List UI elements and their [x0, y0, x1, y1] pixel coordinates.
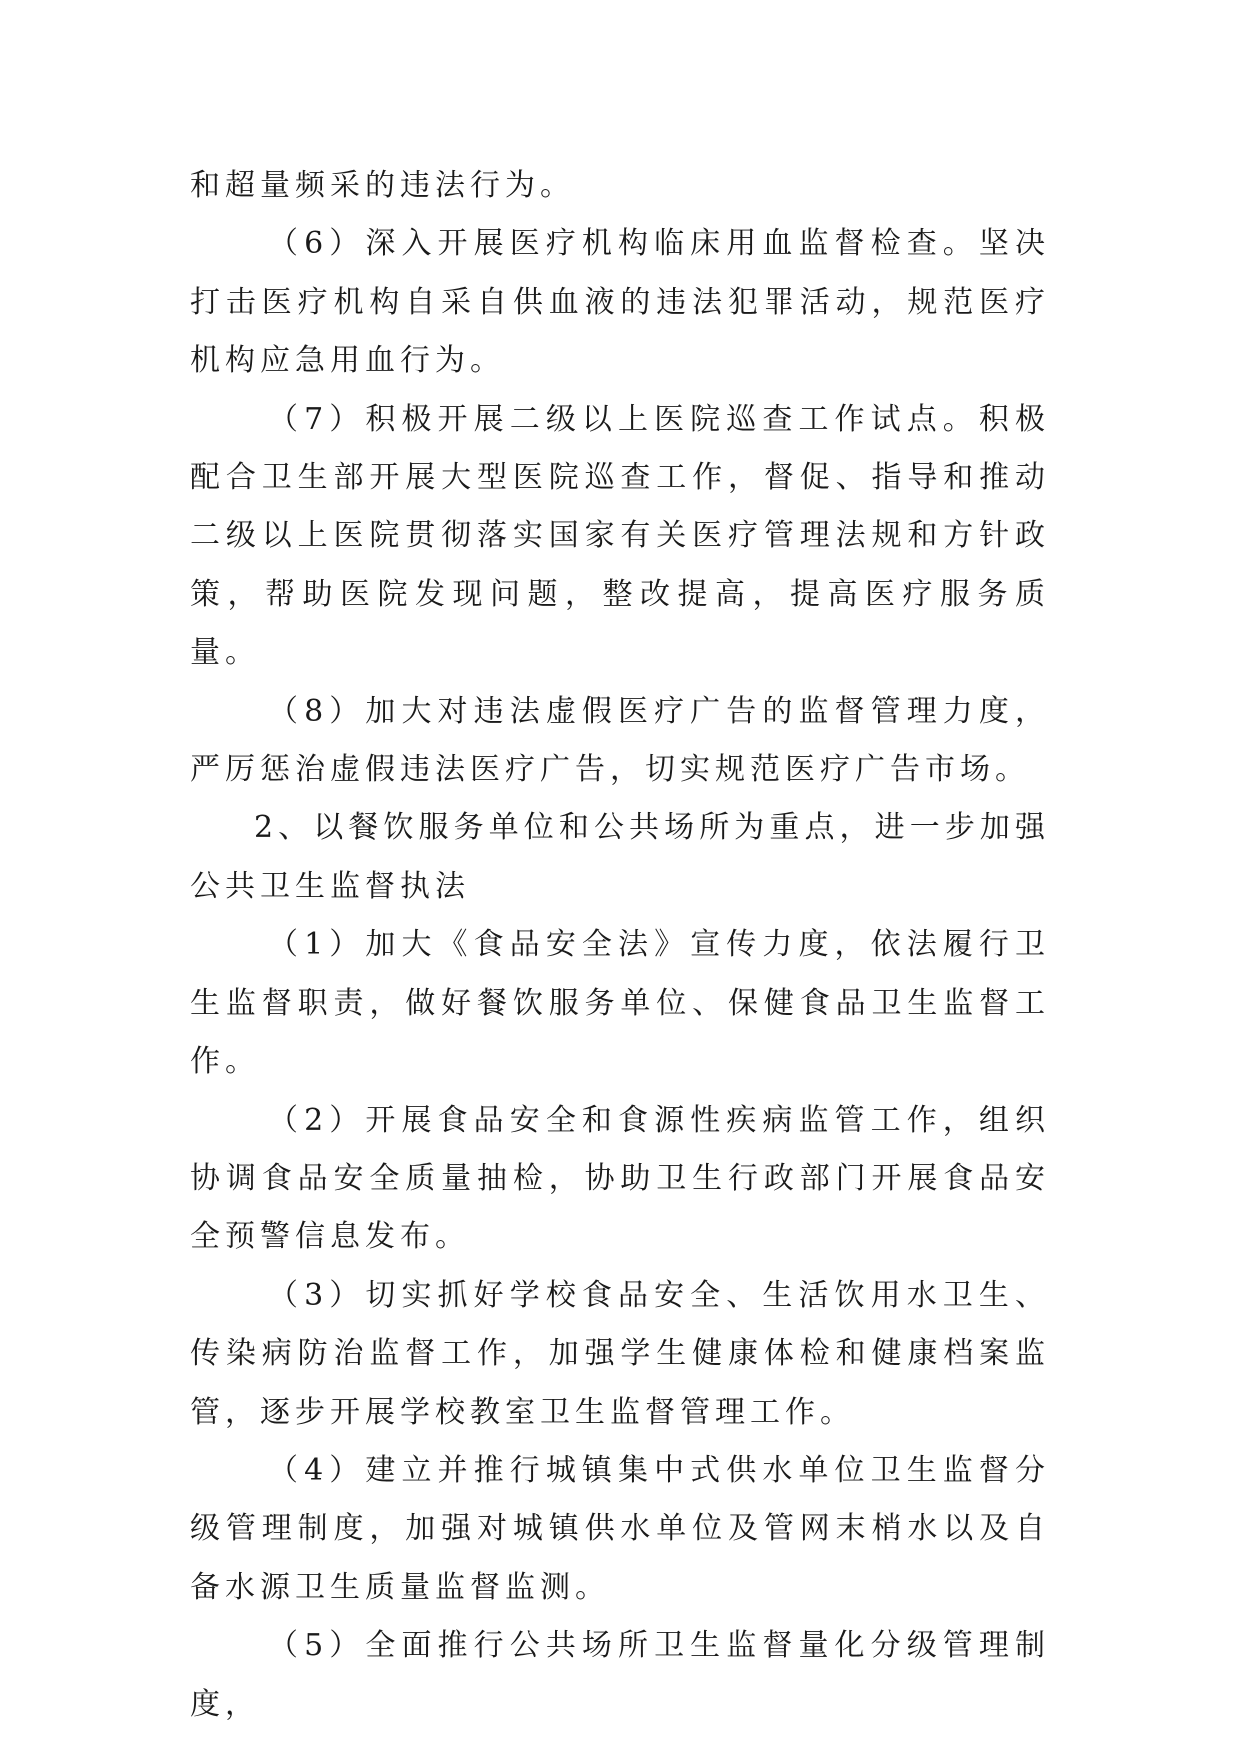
- paragraph-item-6: （6）深入开展医疗机构临床用血监督检查。坚决打击医疗机构自采自供血液的违法犯罪活动，规范医疗机构应急用血行为。: [190, 226, 1050, 379]
- paragraph-item-2: （2）开展食品安全和食源性疾病监管工作，组织协调食品安全质量抽检，协助卫生行政部门开展食品安全预警信息发布。: [190, 1102, 1050, 1255]
- paragraph-item-7: （7）积极开展二级以上医院巡查工作试点。积极配合卫生部开展大型医院巡查工作，督促、指导和推动二级以上医院贯彻落实国家有关医疗管理法规和方针政策，帮助医院发现问题，整改提高，提高医疗服务质量。: [190, 401, 1050, 671]
- paragraph-item-8: （8）加大对违法虚假医疗广告的监督管理力度，严厉惩治虚假违法医疗广告，切实规范医疗广告市场。: [190, 693, 1050, 788]
- paragraph-item-1: （1）加大《食品安全法》宣传力度，依法履行卫生监督职责，做好餐饮服务单位、保健食品卫生监督工作。: [190, 927, 1050, 1080]
- paragraph-item-4: （4）建立并推行城镇集中式供水单位卫生监督分级管理制度，加强对城镇供水单位及管网末梢水以及自备水源卫生质量监督监测。: [190, 1452, 1050, 1605]
- document-body: [190, 157, 1050, 1734]
- paragraph-item-5: （5）全面推行公共场所卫生监督量化分级管理制度，: [190, 1628, 1050, 1722]
- paragraph-continuation: 和超量频采的违法行为。: [190, 168, 575, 203]
- section-heading-2: 2、以餐饮服务单位和公共场所为重点，进一步加强公共卫生监督执法: [190, 810, 1050, 904]
- paragraph-item-3: （3）切实抓好学校食品安全、生活饮用水卫生、传染病防治监督工作，加强学生健康体检和健康档案监管，逐步开展学校教室卫生监督管理工作。: [190, 1277, 1050, 1430]
